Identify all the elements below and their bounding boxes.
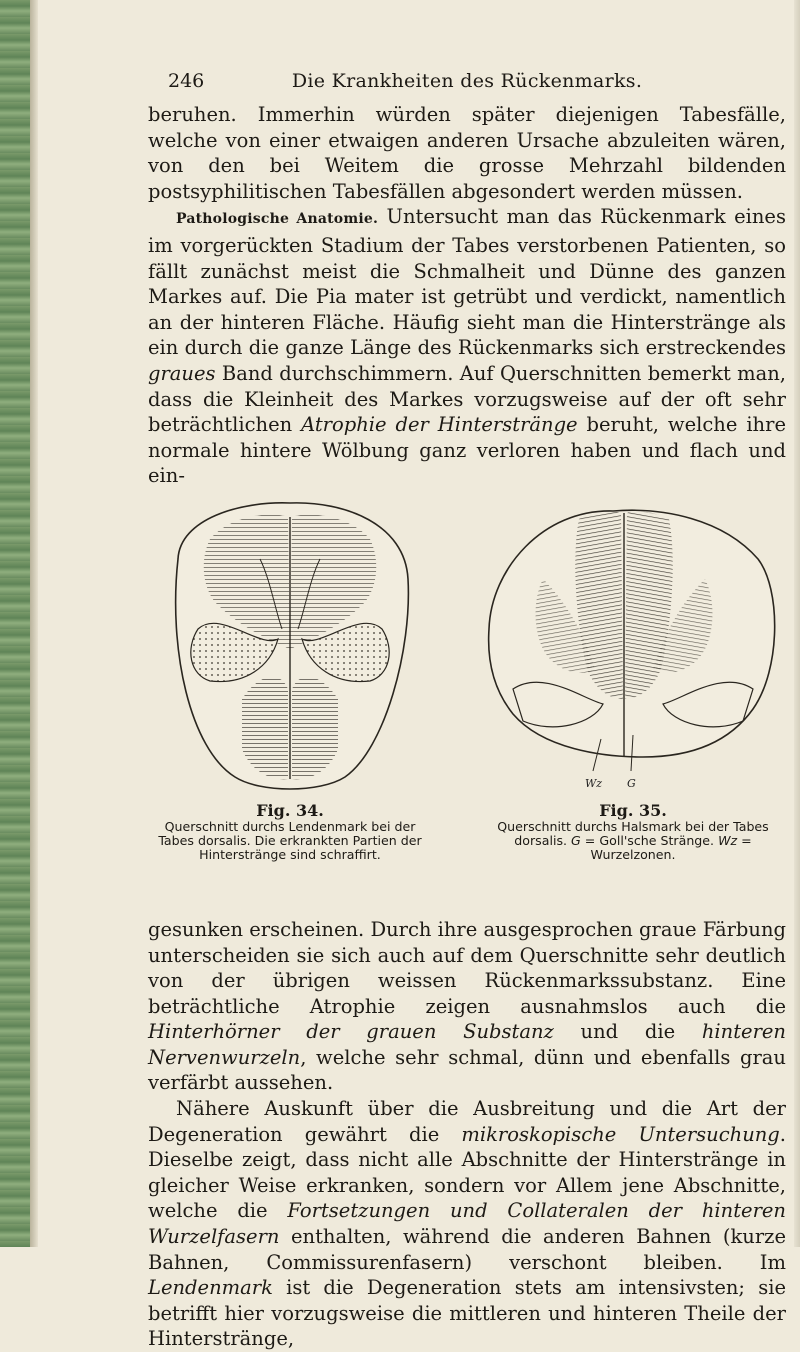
figure-35: [483, 499, 783, 862]
paragraph-3: gesunken erscheinen. Durch ihre ausgesprochen graue Färbung unterscheiden sie sich auch auf dem Querschnitte sehr deutlich von der übrigen weissen Rückenmarkssubstanz. Eine beträchtliche Atrophie zeigen ausnahmslos auch die Hinterhörner der grauen Substanz und die hinteren Nervenwurzeln, welche sehr schmal, dünn und ebenfalls grau verfärbt aussehen.: [148, 917, 786, 1095]
wz-marker: Wz: [585, 776, 603, 790]
fig-34-caption: Querschnitt durchs Lendenmark bei der Tabes dorsalis. Die erkrankten Partien der Hinterstränge sind schraffirt.: [158, 818, 422, 862]
paragraph-2: Pathologische Anatomie. Untersucht man das Rückenmark eines im vorgerückten Stadium der Tabes verstorbenen Patienten, so fällt zunächst meist die Schmalheit und Dünne des ganzen Markes auf. Die Pia mater ist getrübt und verdickt, namentlich an der hinteren Fläche. Häufig sieht man die Hinterstränge als ein durch die ganze Länge des Rückenmarks sich erstreckendes graues Band durchschimmern. Auf Querschnitten bemerkt man, dass die Kleinheit des Markes vorzugsweise auf der oft sehr beträchtlichen Atrophie der Hinterstränge beruht, welche ihre normale hintere Wölbung ganz verloren haben und flach und ein-: [148, 205, 786, 488]
fig-34-label: Fig. 34.: [256, 800, 324, 820]
book-page: [148, 70, 786, 1352]
fig-35-caption: Querschnitt durchs Halsmark bei der Tabes dorsalis. G = Goll'sche Stränge. Wz = Wurzelzonen.: [497, 818, 769, 862]
paragraph-4: Nähere Auskunft über die Ausbreitung und die Art der Degeneration gewährt die mikroskopische Untersuchung. Dieselbe zeigt, dass nicht alle Abschnitte der Hinterstränge in gleicher Weise erkranken, sondern vor Allem jene Abschnitte, welche die Fortsetzungen und Collateralen der hinteren Wurzelfasern enthalten, während die anderen Bahnen (kurze Bahnen, Commissurenfasern) verschont bleiben. Im Lendenmark ist die Degeneration stets am intensivsten; sie betrifft hier vorzugsweise die mittleren und hinteren Theile der Hinterstränge,: [148, 1097, 786, 1351]
lumbar-cross-section-illustration: [150, 499, 430, 799]
figure-34: [150, 499, 430, 862]
running-header: [148, 70, 786, 102]
cervical-cross-section-illustration: [483, 499, 783, 799]
gutter-shadow: [30, 0, 38, 1247]
page-number: 246: [168, 70, 205, 92]
page-right-edge: [794, 0, 800, 1247]
fig-35-label: Fig. 35.: [599, 800, 667, 820]
book-spine-edge: [0, 0, 32, 1247]
running-title: Die Krankheiten des Rückenmarks.: [291, 70, 643, 92]
paragraph-1: beruhen. Immerhin würden später diejenigen Tabesfälle, welche von einer etwaigen anderen Ursache abzuleiten wären, von den bei Weitem die grosse Mehrzahl bildenden postsyphilitischen Tabesfällen abgesondert werden müssen.: [148, 103, 786, 203]
figures-row: [148, 499, 786, 907]
section-heading: Pathologische Anatomie.: [176, 211, 379, 228]
g-marker: G: [627, 776, 636, 790]
